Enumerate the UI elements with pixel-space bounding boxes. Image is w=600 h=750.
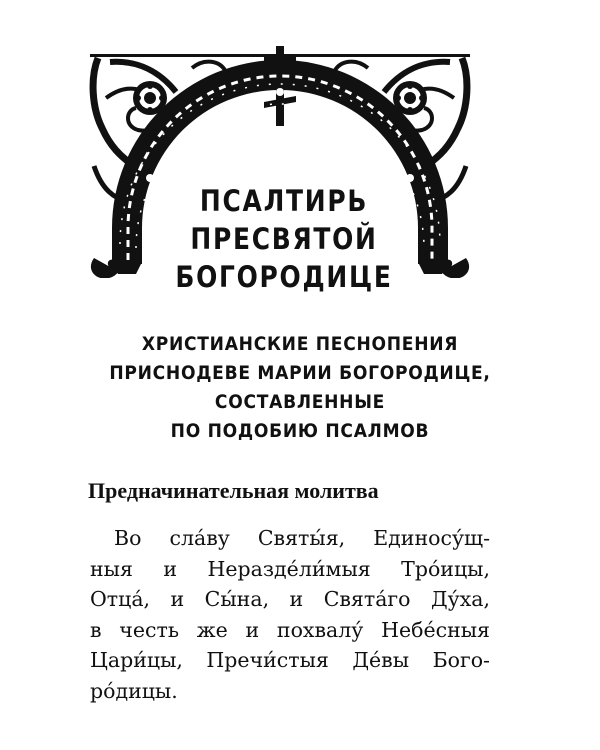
prayer-text (90, 523, 490, 706)
prayer-line: в честь же и похвалу́ Небе́сныя (90, 617, 490, 642)
prayer-line: Во сла́ву Святы́я, Единосу́щ- (114, 526, 490, 550)
book-subtitle (95, 330, 505, 446)
prayer-line: Цари́цы, Пречи́стыя Де́вы Бого- (90, 648, 490, 672)
subtitle-line: СОСТАВЛЕННЫЕ (214, 391, 386, 413)
prayer-line: Отца́, и Сы́на, и Свята́го Ду́ха, (90, 587, 490, 611)
book-title-line: ПРЕСВЯТОЙ (190, 222, 378, 256)
subtitle-line: ХРИСТИАНСКИЕ ПЕСНОПЕНИЯ (141, 333, 459, 355)
book-title-line: ПСАЛТИРЬ (199, 184, 369, 218)
book-title (169, 182, 399, 296)
prayer-line: ныя и Неразде́ли́мыя Тро́ицы, (90, 556, 490, 581)
subtitle-line: ПРИСНОДЕВЕ МАРИИ БОГОРОДИЦЕ, (109, 362, 491, 384)
prayer-heading: Предначинательная молитва (88, 478, 379, 503)
prayer-line: ро́дицы. (90, 678, 178, 703)
subtitle-line: ПО ПОДОБИЮ ПСАЛМОВ (170, 420, 430, 442)
book-title-line: БОГОРОДИЦЕ (175, 260, 393, 294)
